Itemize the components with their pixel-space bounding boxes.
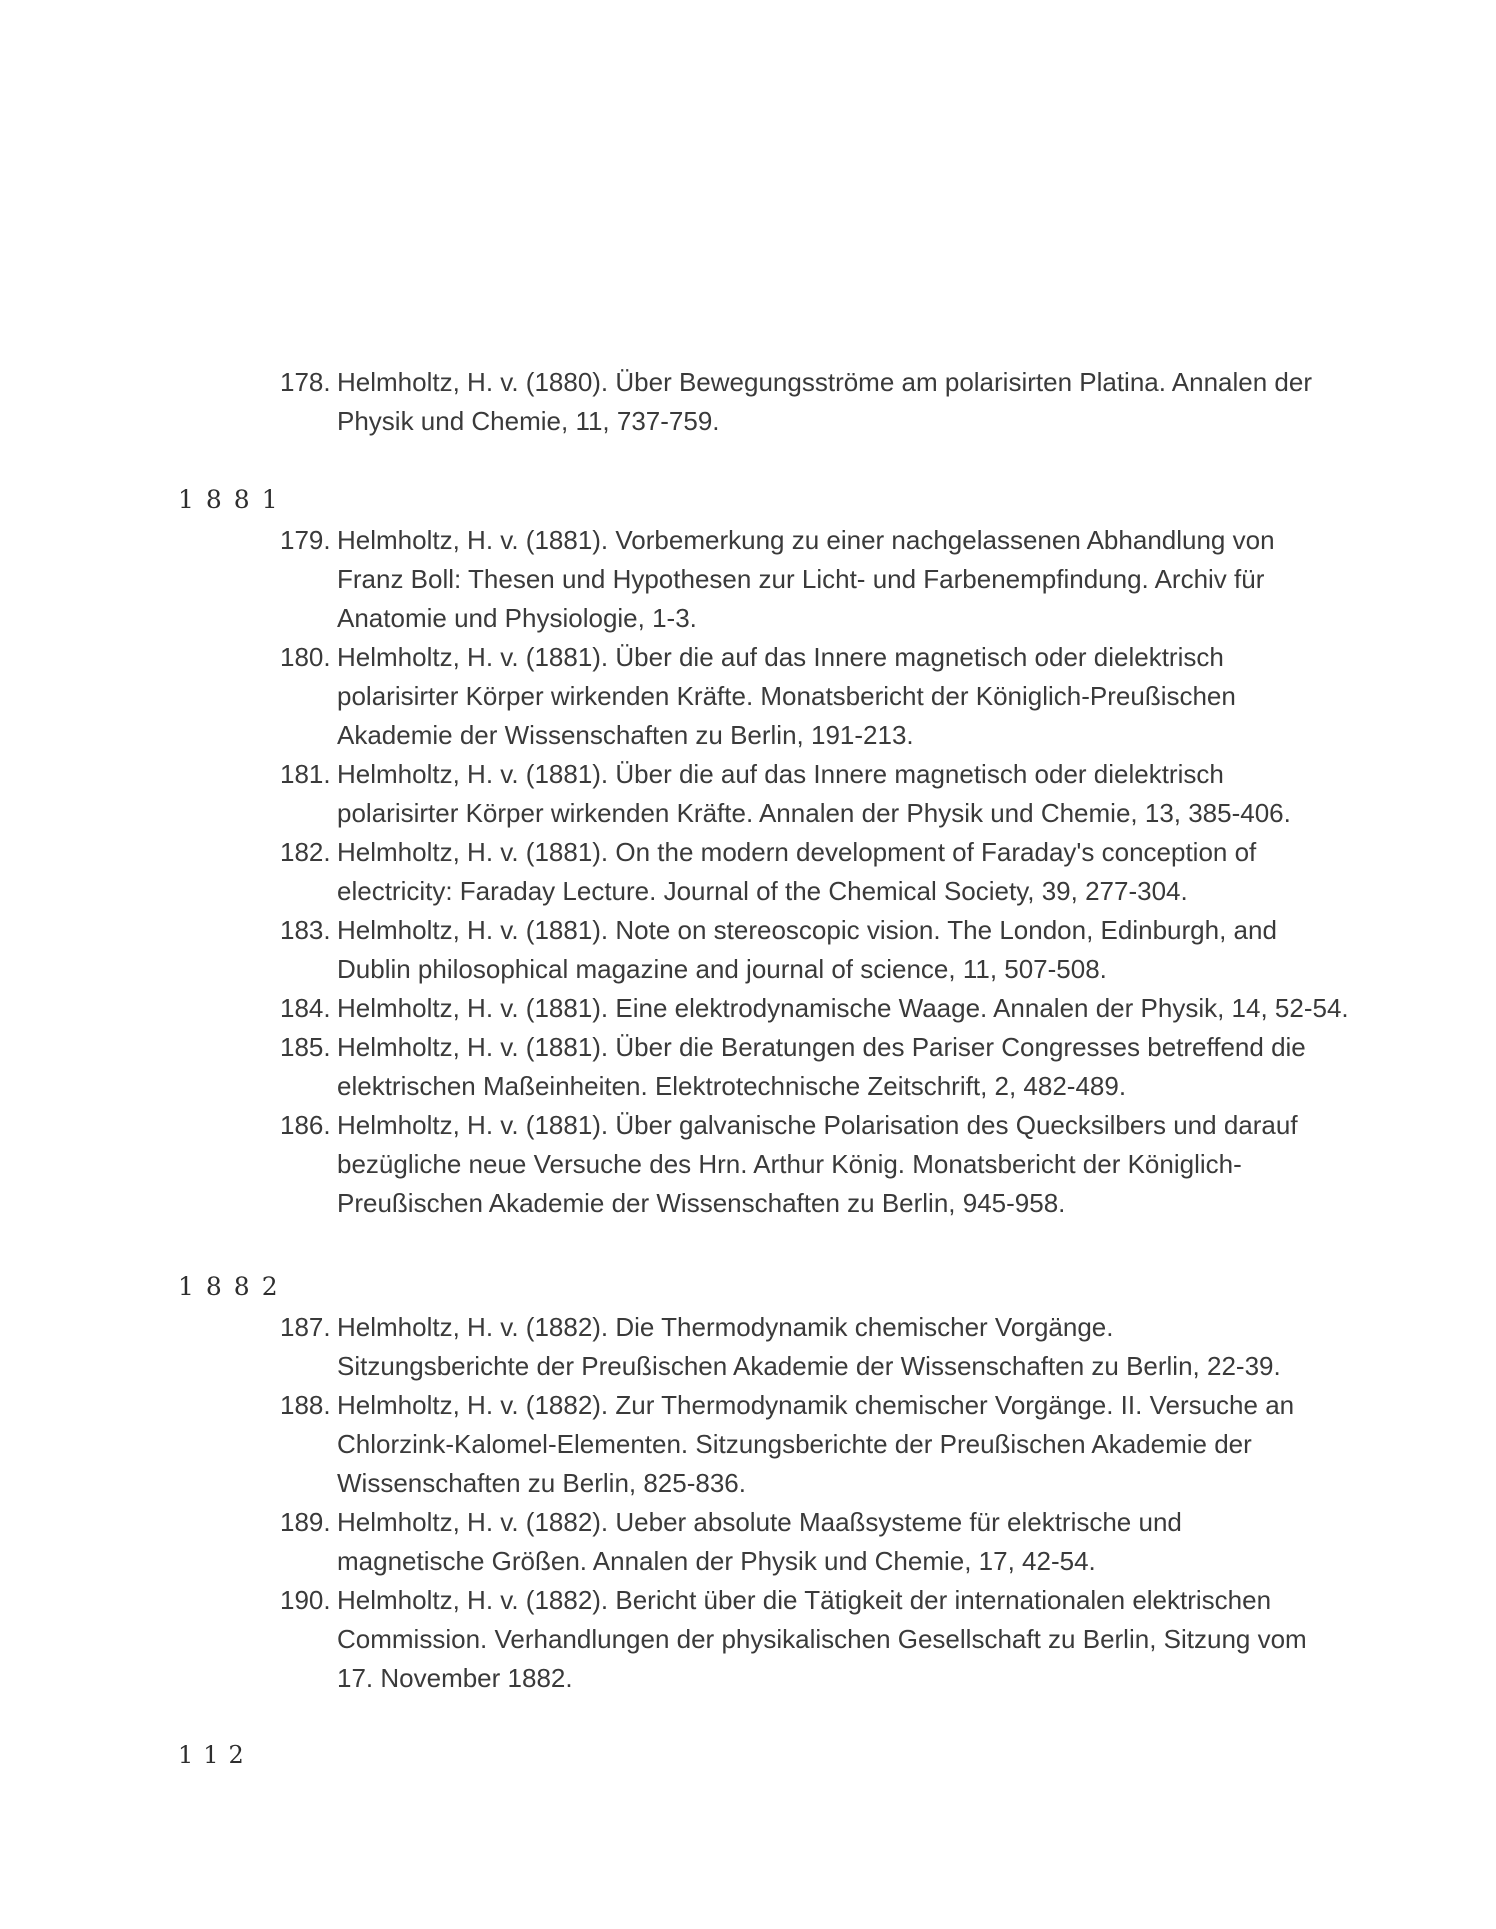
reference-text-line: Helmholtz, H. v. (1881). Über die Beratungen des Pariser Congresses betreffend die — [337, 1032, 1306, 1062]
reference-entry — [0, 755, 1496, 833]
reference-text-line: elektrischen Maßeinheiten. Elektrotechnische Zeitschrift, 2, 482-489. — [337, 1071, 1127, 1101]
reference-text-line: Anatomie und Physiologie, 1-3. — [337, 603, 697, 633]
reference-entry — [0, 1581, 1496, 1698]
reference-text-line: Preußischen Akademie der Wissenschaften zu Berlin, 945-958. — [337, 1188, 1066, 1218]
reference-text-line: Helmholtz, H. v. (1881). Note on stereoscopic vision. The London, Edinburgh, and — [337, 915, 1277, 945]
reference-text-line: Wissenschaften zu Berlin, 825-836. — [337, 1468, 746, 1498]
reference-text-line: 17. November 1882. — [337, 1663, 573, 1693]
reference-number: 182. — [280, 837, 331, 867]
reference-text-line: Helmholtz, H. v. (1881). Eine elektrodynamische Waage. Annalen der Physik, 14, 52-54. — [337, 993, 1349, 1023]
reference-text-line: Helmholtz, H. v. (1882). Bericht über die Tätigkeit der internationalen elektrischen — [337, 1585, 1272, 1615]
reference-number: 185. — [280, 1032, 331, 1062]
reference-text-line: Helmholtz, H. v. (1881). Über galvanische Polarisation des Quecksilbers und darauf — [337, 1110, 1298, 1140]
reference-entry — [0, 1106, 1496, 1223]
reference-text-line: Helmholtz, H. v. (1882). Zur Thermodynamik chemischer Vorgänge. II. Versuche an — [337, 1390, 1295, 1420]
reference-entry — [0, 989, 1496, 1028]
reference-text-line: bezügliche neue Versuche des Hrn. Arthur König. Monatsbericht der Königlich- — [337, 1149, 1242, 1179]
reference-entry — [0, 1386, 1496, 1503]
reference-text-line: Franz Boll: Thesen und Hypothesen zur Licht- und Farbenempfindung. Archiv für — [337, 564, 1265, 594]
reference-entry — [0, 1028, 1496, 1106]
reference-entry — [0, 1503, 1496, 1581]
reference-text-line: Helmholtz, H. v. (1882). Die Thermodynamik chemischer Vorgänge. — [337, 1312, 1114, 1342]
reference-text-line: electricity: Faraday Lecture. Journal of the Chemical Society, 39, 277-304. — [337, 876, 1188, 906]
reference-entry — [0, 638, 1496, 755]
reference-number: 184. — [280, 993, 331, 1023]
reference-entry — [0, 833, 1496, 911]
year-heading-1881: 1881 — [178, 485, 290, 514]
reference-text-line: polarisirter Körper wirkenden Kräfte. Annalen der Physik und Chemie, 13, 385-406. — [337, 798, 1291, 828]
reference-number: 187. — [280, 1312, 331, 1342]
reference-text-line: Physik und Chemie, 11, 737-759. — [337, 406, 720, 436]
reference-text-line: Dublin philosophical magazine and journal of science, 11, 507-508. — [337, 954, 1107, 984]
reference-number: 183. — [280, 915, 331, 945]
reference-text-line: polarisirter Körper wirkenden Kräfte. Monatsbericht der Königlich-Preußischen — [337, 681, 1236, 711]
reference-text-line: Helmholtz, H. v. (1881). Über die auf das Innere magnetisch oder dielektrisch — [337, 759, 1224, 789]
reference-text-line: Helmholtz, H. v. (1881). On the modern development of Faraday's conception of — [337, 837, 1257, 867]
reference-entry — [0, 363, 1496, 441]
reference-text-line: magnetische Größen. Annalen der Physik und Chemie, 17, 42-54. — [337, 1546, 1096, 1576]
reference-entry — [0, 911, 1496, 989]
reference-number: 181. — [280, 759, 331, 789]
reference-text-line: Helmholtz, H. v. (1881). Über die auf das Innere magnetisch oder dielektrisch — [337, 642, 1224, 672]
reference-number: 188. — [280, 1390, 331, 1420]
reference-text-line: Helmholtz, H. v. (1881). Vorbemerkung zu einer nachgelassenen Abhandlung von — [337, 525, 1275, 555]
reference-text-line: Akademie der Wissenschaften zu Berlin, 191-213. — [337, 720, 914, 750]
reference-text-line: Commission. Verhandlungen der physikalischen Gesellschaft zu Berlin, Sitzung vom — [337, 1624, 1307, 1654]
page-number: 112 — [178, 1741, 254, 1769]
year-heading-1882: 1882 — [178, 1272, 290, 1301]
reference-number: 180. — [280, 642, 331, 672]
reference-entry — [0, 521, 1496, 638]
reference-text-line: Helmholtz, H. v. (1882). Ueber absolute Maaßsysteme für elektrische und — [337, 1507, 1182, 1537]
reference-text-line: Sitzungsberichte der Preußischen Akademie der Wissenschaften zu Berlin, 22-39. — [337, 1351, 1281, 1381]
reference-text-line: Helmholtz, H. v. (1880). Über Bewegungsströme am polarisirten Platina. Annalen der — [337, 367, 1312, 397]
reference-number: 179. — [280, 525, 331, 555]
reference-number: 178. — [280, 367, 331, 397]
reference-text-line: Chlorzink-Kalomel-Elementen. Sitzungsberichte der Preußischen Akademie der — [337, 1429, 1252, 1459]
reference-number: 186. — [280, 1110, 331, 1140]
reference-number: 190. — [280, 1585, 331, 1615]
reference-number: 189. — [280, 1507, 331, 1537]
reference-entry — [0, 1308, 1496, 1386]
